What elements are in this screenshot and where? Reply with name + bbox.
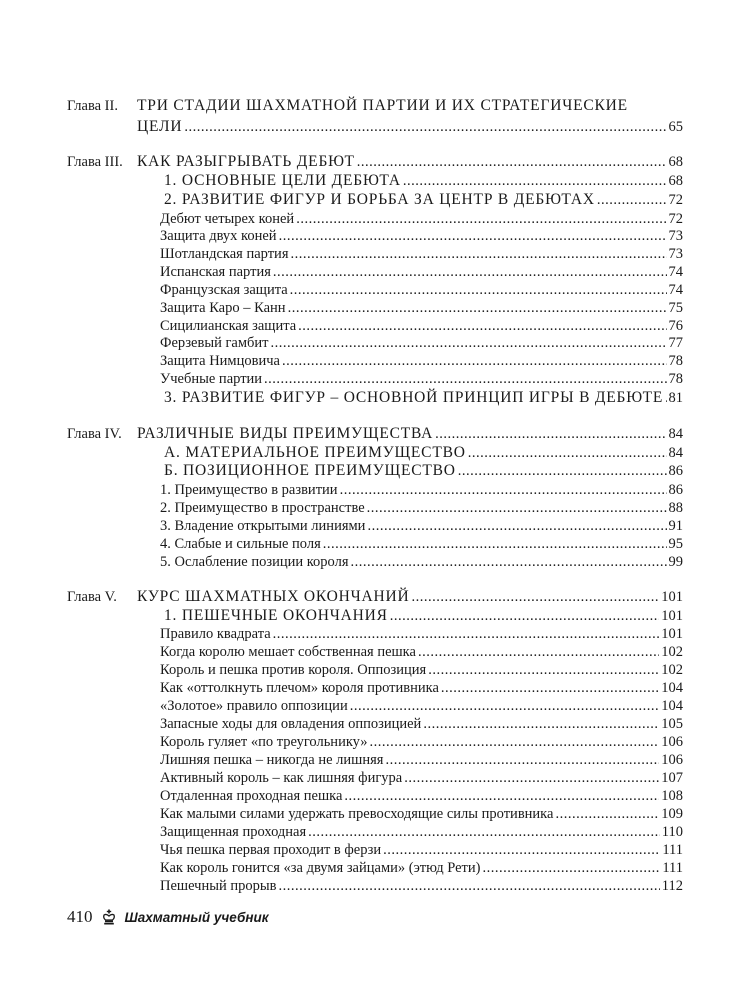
toc-page-number: 101 (661, 608, 683, 624)
toc-entry-body (160, 715, 683, 733)
toc-entry-body (160, 751, 683, 769)
toc-entry (0, 841, 750, 859)
toc-entry-body (137, 425, 683, 443)
toc-page-number: 101 (661, 626, 683, 642)
dot-leader (273, 263, 667, 281)
page-footer (67, 906, 269, 928)
toc-entry (0, 679, 750, 697)
toc-entry (0, 444, 750, 462)
toc-page-number: 78 (668, 353, 683, 369)
dot-leader (441, 679, 659, 697)
toc-entry-body (164, 172, 683, 190)
toc-entry-title: 2. РАЗВИТИЕ ФИГУР И БОРЬБА ЗА ЦЕНТР В ДЕБЮТАХ (164, 191, 595, 208)
toc-page-number: 91 (668, 518, 683, 534)
toc-entry (0, 245, 750, 263)
toc-entry-title: «Золотое» правило оппозиции (160, 698, 348, 714)
toc-page-number: 102 (661, 662, 683, 678)
dot-leader (597, 191, 667, 209)
toc-page-number: 106 (661, 734, 683, 750)
toc-entry-body (160, 535, 683, 553)
toc-entry-body (160, 877, 683, 895)
toc-page-number: 78 (668, 371, 683, 387)
toc-page-number: 111 (662, 842, 683, 858)
dot-leader (383, 841, 660, 859)
toc-entry (0, 499, 750, 517)
toc-entry-title: Когда королю мешает собственная пешка (160, 644, 416, 660)
toc-entry-body (160, 625, 683, 643)
toc-entry-body (160, 679, 683, 697)
toc-page-number: 108 (661, 788, 683, 804)
toc-entry-title: Защита Нимцовича (160, 353, 280, 369)
toc-entry (0, 697, 750, 715)
toc-page-number: 104 (661, 698, 683, 714)
toc-entry-title: Защита двух коней (160, 228, 277, 244)
chapter-label: Глава IV. (67, 426, 122, 442)
toc-entry (0, 481, 750, 499)
toc-entry-body (164, 444, 683, 462)
toc-entry-body (160, 263, 683, 281)
toc-page-number: 74 (668, 264, 683, 280)
toc-page-number: 104 (661, 680, 683, 696)
dot-leader (184, 118, 666, 136)
toc-entry (0, 172, 750, 190)
toc-entry-body (160, 499, 683, 517)
toc-entry-body (160, 823, 683, 841)
toc-entry (0, 588, 750, 606)
toc-entry-title: Ферзевый гамбит (160, 335, 269, 351)
toc-entry (0, 370, 750, 388)
toc-page-number: 101 (661, 589, 683, 605)
toc-entry (0, 191, 750, 209)
toc-entry-title: Учебные партии (160, 371, 263, 387)
toc-entry-title: Как малыми силами удержать превосходящие силы противника (160, 806, 554, 822)
toc-page-number: 68 (668, 154, 683, 170)
toc-entry-title: Испанская партия (160, 264, 271, 280)
toc-entry (0, 733, 750, 751)
toc-entry (0, 553, 750, 571)
toc-entry-title: Король и пешка против короля. Оппозиция (160, 662, 427, 678)
toc-entry (0, 352, 750, 370)
toc-entry-title: 1. Преимущество в развитии (160, 482, 338, 498)
dot-leader (367, 499, 667, 517)
toc-entry-title: 3. РАЗВИТИЕ ФИГУР – ОСНОВНОЙ ПРИНЦИП ИГРЫ В ДЕБЮТЕ (164, 389, 664, 406)
toc-entry-title: 5. Ослабление позиции короля (160, 554, 349, 570)
toc-page-number: 68 (668, 173, 683, 189)
dot-leader (323, 535, 667, 553)
toc-page-number: 107 (661, 770, 683, 786)
toc-page-number: 88 (668, 500, 683, 516)
toc-entry-body (160, 769, 683, 787)
toc-entry-title: Запасные ходы для овладения оппозицией (160, 716, 422, 732)
toc-entry-title: А. МАТЕРИАЛЬНОЕ ПРЕИМУЩЕСТВО (164, 444, 466, 461)
dot-leader (665, 389, 666, 407)
toc-page-number: 86 (668, 463, 683, 479)
dot-leader (423, 715, 659, 733)
toc-entry (0, 462, 750, 480)
toc-entry-title: ТРИ СТАДИИ ШАХМАТНОЙ ПАРТИИ И ИХ СТРАТЕГИЧЕСКИЕ (137, 97, 628, 114)
toc-entry (0, 769, 750, 787)
toc-entry (0, 625, 750, 643)
toc-entry-title: Отдаленная проходная пешка (160, 788, 343, 804)
toc-entry-title: Как король гонится «за двумя зайцами» (этюд Рети) (160, 860, 481, 876)
toc-entry-title: Дебют четырех коней (160, 211, 295, 227)
dot-leader (458, 462, 667, 480)
toc-entry-body (160, 245, 683, 263)
toc-entry-title: 2. Преимущество в пространстве (160, 500, 365, 516)
toc-page-number: 99 (668, 554, 683, 570)
toc-entry-body (137, 588, 683, 606)
toc-page-number: 72 (668, 192, 683, 208)
dot-leader (468, 444, 667, 462)
toc-entry-body (160, 805, 683, 823)
toc-entry (0, 517, 750, 535)
toc-entry-body (160, 210, 683, 228)
toc-entry (0, 751, 750, 769)
dot-leader (428, 661, 659, 679)
chapter-label: Глава II. (67, 98, 118, 114)
toc-entry-body (160, 227, 683, 245)
toc-page-number: 81 (668, 390, 683, 406)
toc-entry (0, 823, 750, 841)
toc-entry (0, 787, 750, 805)
toc-page-number: 105 (661, 716, 683, 732)
toc-page-number: 74 (668, 282, 683, 298)
toc-entry-title: Пешечный прорыв (160, 878, 277, 894)
toc-entry-title: Сицилианская защита (160, 318, 297, 334)
dot-leader (435, 425, 666, 443)
toc-entry-body (160, 299, 683, 317)
toc-entry (0, 805, 750, 823)
toc-entry-body (164, 462, 683, 480)
dot-leader (340, 481, 667, 499)
toc-entry-body (160, 787, 683, 805)
dot-leader (290, 281, 667, 299)
dot-leader (278, 877, 659, 895)
toc-entry-title: 4. Слабые и сильные поля (160, 536, 321, 552)
toc-entry-title: Как «оттолкнуть плечом» короля противника (160, 680, 439, 696)
toc-entry-title: Защита Каро – Канн (160, 300, 286, 316)
dot-leader (298, 317, 666, 335)
dot-leader (273, 625, 660, 643)
toc-page-number: 110 (661, 824, 683, 840)
toc-page-number: 77 (668, 335, 683, 351)
dot-leader (418, 643, 659, 661)
dot-leader (385, 751, 659, 769)
toc-page-number: 95 (668, 536, 683, 552)
toc-page-number: 86 (668, 482, 683, 498)
toc-entry-title: Защищенная проходная (160, 824, 307, 840)
toc-entry-title: КАК РАЗЫГРЫВАТЬ ДЕБЮТ (137, 153, 355, 170)
toc-page-number: 65 (668, 119, 683, 135)
toc-entry-title: Французская защита (160, 282, 288, 298)
toc-entry (0, 643, 750, 661)
toc-page-number: 112 (661, 878, 683, 894)
toc-entry-body (160, 481, 683, 499)
dot-leader (403, 172, 667, 190)
toc-entry-title: ЦЕЛИ (137, 118, 183, 135)
toc-entry-title: Лишняя пешка – никогда не лишняя (160, 752, 384, 768)
toc-entry-title: Король гуляет «по треугольнику» (160, 734, 368, 750)
toc-page-number: 73 (668, 228, 683, 244)
toc-entry (0, 97, 750, 115)
toc-entry (0, 715, 750, 733)
dot-leader (279, 227, 667, 245)
toc-page-number: 102 (661, 644, 683, 660)
toc-page-number: 76 (668, 318, 683, 334)
toc-page-number: 84 (668, 445, 683, 461)
toc-entry-body (160, 697, 683, 715)
dot-leader (350, 697, 660, 715)
toc-entry-title: РАЗЛИЧНЫЕ ВИДЫ ПРЕИМУЩЕСТВА (137, 425, 434, 442)
dot-leader (282, 352, 667, 370)
dot-leader (271, 334, 667, 352)
chapter-label: Глава V. (67, 589, 117, 605)
dot-leader (308, 823, 660, 841)
toc-entry-title: КУРС ШАХМАТНЫХ ОКОНЧАНИЙ (137, 588, 410, 605)
toc-page-number: 109 (661, 806, 683, 822)
toc-entry-body (164, 389, 683, 407)
toc-entry (0, 661, 750, 679)
toc-entry-body (160, 334, 683, 352)
dot-leader (288, 299, 667, 317)
toc-entry-body (160, 859, 683, 877)
dot-leader (357, 153, 667, 171)
toc-page-number: 111 (662, 860, 683, 876)
toc-entry (0, 299, 750, 317)
chess-king-icon (101, 909, 117, 925)
toc-entry-title: Б. ПОЗИЦИОННОЕ ПРЕИМУЩЕСТВО (164, 462, 456, 479)
toc-entry (0, 153, 750, 171)
dot-leader (296, 210, 666, 228)
toc-entry (0, 317, 750, 335)
toc-page-number: 75 (668, 300, 683, 316)
toc-entry-title: 1. ПЕШЕЧНЫЕ ОКОНЧАНИЯ (164, 607, 388, 624)
dot-leader (351, 553, 667, 571)
dot-leader (404, 769, 659, 787)
toc-entry-body (160, 553, 683, 571)
toc-entry-title: 1. ОСНОВНЫЕ ЦЕЛИ ДЕБЮТА (164, 172, 401, 189)
toc-entry (0, 535, 750, 553)
book-title: Шахматный учебник (124, 909, 269, 925)
toc-entry-body (160, 841, 683, 859)
dot-leader (370, 733, 660, 751)
toc-entry (0, 425, 750, 443)
dot-leader (344, 787, 659, 805)
toc-entry (0, 210, 750, 228)
toc-entry (0, 877, 750, 895)
toc-entry-title: Активный король – как лишняя фигура (160, 770, 403, 786)
toc-entry-body (160, 517, 683, 535)
toc-page-number: 73 (668, 246, 683, 262)
chapter-label: Глава III. (67, 154, 123, 170)
toc-page-number: 72 (668, 211, 683, 227)
toc-entry-body (137, 153, 683, 171)
toc-entry-body (164, 607, 683, 625)
dot-leader (412, 588, 660, 606)
toc-entry (0, 118, 750, 136)
toc-entry-title: Правило квадрата (160, 626, 271, 642)
dot-leader (390, 607, 660, 625)
toc-entry-body (160, 733, 683, 751)
toc-entry-title: Шотландская партия (160, 246, 289, 262)
dot-leader (264, 370, 666, 388)
toc-entry (0, 263, 750, 281)
dot-leader (555, 805, 659, 823)
toc-entry (0, 281, 750, 299)
toc-entry (0, 334, 750, 352)
toc-entry-body (160, 317, 683, 335)
toc-page-number: 84 (668, 426, 683, 442)
toc-entry-body (160, 352, 683, 370)
toc-entry-title: 3. Владение открытыми линиями (160, 518, 366, 534)
toc-entry-body (160, 370, 683, 388)
toc-entry-body (164, 191, 683, 209)
toc-entry-body (137, 97, 628, 115)
toc-entry (0, 389, 750, 407)
page-number: 410 (67, 907, 93, 926)
toc-entry-body (160, 643, 683, 661)
toc-entry-body (160, 661, 683, 679)
dot-leader (482, 859, 660, 877)
toc-entry (0, 607, 750, 625)
toc-entry-title: Чья пешка первая проходит в ферзи (160, 842, 382, 858)
toc-entry-body (160, 281, 683, 299)
toc-entry (0, 227, 750, 245)
toc-entry (0, 859, 750, 877)
dot-leader (290, 245, 666, 263)
dot-leader (367, 517, 666, 535)
toc-page-number: 106 (661, 752, 683, 768)
toc-entry-body (137, 118, 683, 136)
